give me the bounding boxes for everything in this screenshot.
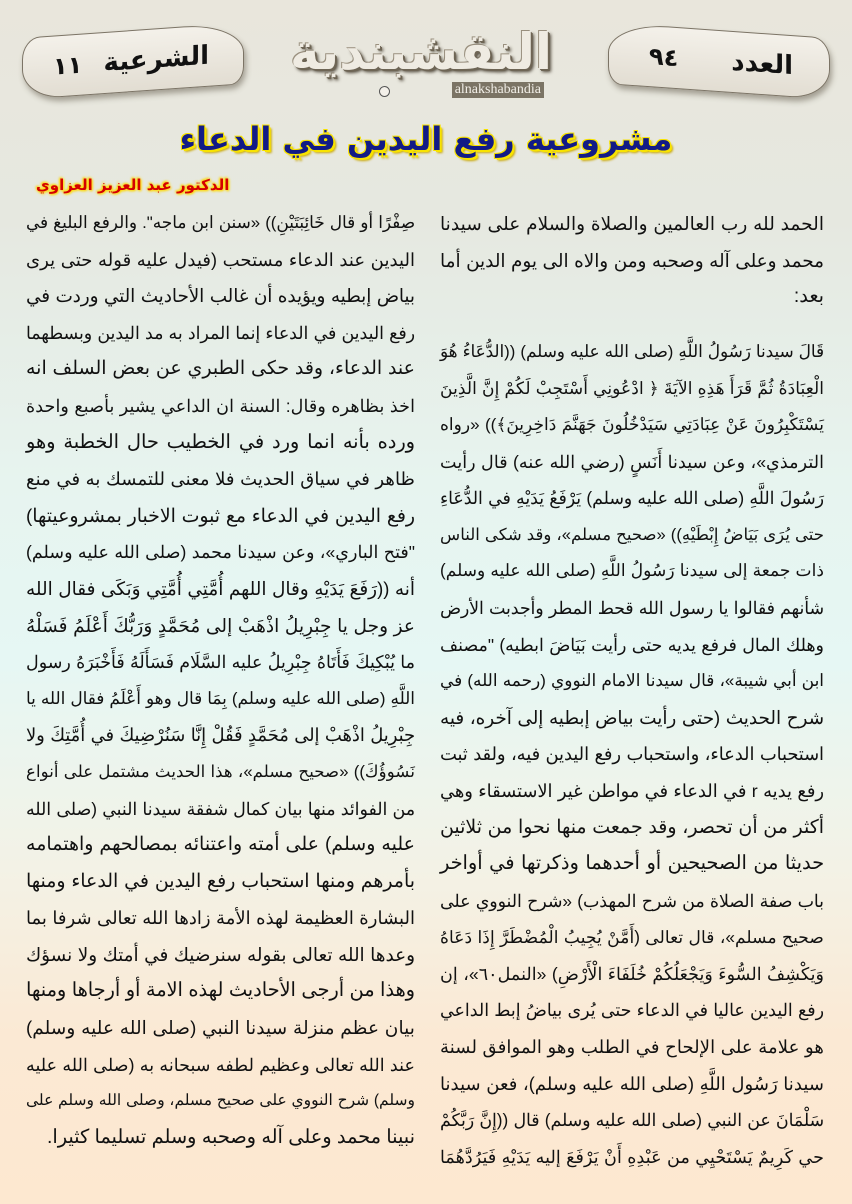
header-banner-issue: [608, 22, 830, 100]
text-line: عز وجل يا جِبْرِيلُ اذْهَبْ إلى مُحَمَّدٍ وَرَبُّكَ أَعْلَمُ فَسَلْهُ: [26, 614, 415, 636]
text-line: نَسُوؤُكَ)) «صحيح مسلم»، هذا الحديث مشتمل على أنواع: [26, 761, 415, 781]
text-line: رفع اليدين عاليا في الدعاء حتى يُرى بياضُ إبط الداعي: [440, 1000, 824, 1021]
text-line: اخذ بظاهره وقال: السنة ان الداعي يشير بأصبع واحدة: [26, 395, 415, 416]
text-line: قَالَ سيدنا رَسُولُ اللَّهِ (صلى الله عليه وسلم) ((الدُّعَاءُ هُوَ: [440, 341, 824, 361]
text-line: ابن أبي شيبة»، قال سيدنا الامام النووي (رحمه الله) في: [440, 671, 824, 691]
text-line: رفع يديه r في الدعاء في مواطن غير الاستسقاء وهي: [440, 780, 824, 801]
text-line: بياض إبطيه ويؤيده أن غالب الأحاديث التي وردت في: [26, 285, 415, 307]
page-number: ١١: [53, 50, 83, 81]
text-line: عليه وسلم) على أمته واعتنائه بمصالحهم واهتمامه: [26, 834, 415, 856]
logo-arabic: النقشبندية: [290, 23, 552, 81]
text-line: أكثر من أن تحصر، وقد جمعت منها نحوا من ثلاثين: [440, 816, 824, 838]
text-line: ورده بأنه انما ورد في الخطيب حال الخطبة وهو: [26, 431, 415, 453]
text-line: رَسُولَ اللَّهِ (صلى الله عليه وسلم) يَرْفَعُ يَدَيْهِ في الدُّعَاءِ: [440, 488, 824, 509]
text-line: الترمذي»، وعن سيدنا أَنَسٍ (رضي الله عنه) قال رأيت: [440, 451, 824, 472]
text-line: محمد وعلى آله وصحبه ومن والاه الى يوم الدين أما: [440, 249, 824, 271]
text-line: عند الدعاء، وقد حكى الطبري عن بعض السلف انه: [26, 358, 415, 380]
text-line: هو علامة على الإلحاح في الطلب وهو الموافق لسنة: [440, 1037, 824, 1058]
article-column-right: [440, 206, 824, 1175]
text-line: من الفوائد منها بيان كمال شفقة سيدنا النبي (صلى الله: [26, 798, 415, 819]
text-line: بأمرهم ومنها استحباب رفع اليدين في الدعاء ومنها: [26, 870, 415, 892]
text-line: جِبْرِيلُ اذْهَبْ إلى مُحَمَّدٍ فَقُلْ إِنَّا سَنُرْضِيكَ في أُمَّتِكَ ولا: [26, 725, 415, 746]
text-line: استحباب الدعاء، واستحباب رفع اليدين فيه، ولقد ثبت: [440, 744, 824, 765]
text-line: وهذا من أرجى الأحاديث لهذه الامة أو أرجاها ومنها: [26, 980, 415, 1002]
text-line: يَسْتَكْبِرُونَ عَنْ عِبَادَتِي سَيَدْخُلُونَ جَهَنَّمَ دَاخِرِينَ﴾)) «رواه: [440, 414, 824, 434]
text-line: وعدها الله تعالى بقوله سنرضيك في أمتك ولا نسؤك: [26, 943, 415, 965]
logo-dot-icon: [379, 86, 390, 97]
text-line: البشارة العظيمة لهذه الأمة زادها الله تعالى شرفا بما: [26, 908, 415, 929]
text-line: الحمد لله رب العالمين والصلاة والسلام على سيدنا: [440, 213, 824, 234]
text-line: ما يُبْكِيكَ فَأَتَاهُ جِبْرِيلُ عليه السَّلَام فَسَأَلَهُ فَأَخْبَرَهُ رسول: [26, 652, 415, 673]
issue-label: العدد: [731, 46, 793, 82]
text-line: وهلك المال فرفع يديه حتى رأيت بَيَاضَ ابطيه) "مصنف: [440, 634, 824, 655]
text-line: بيان عظم منزلة سيدنا النبي (صلى الله عليه وسلم): [26, 1017, 415, 1039]
text-line: حتى يُرَى بَيَاضُ إِبْطَيْهِ)) «صحيح مسلم»، وقد شكى الناس: [440, 524, 824, 544]
article-column-left: [26, 205, 415, 1156]
intro-paragraph: [440, 206, 824, 316]
text-line: رفع اليدين في الدعاء إنما المراد به مد اليدين وبسطهما: [26, 322, 415, 343]
issue-number: ٩٤: [649, 42, 679, 73]
text-line: صحيح مسلم»، قال تعالى (أَمَّنْ يُجِيبُ الْمُضْطَرَّ إِذَا دَعَاهُ: [440, 927, 824, 948]
text-line: اللَّهِ (صلى الله عليه وسلم) بِمَا قال وهو أَعْلَمُ فقال الله يا: [26, 688, 415, 708]
header-banner-section: [22, 22, 244, 100]
section-name: الشرعية: [103, 40, 209, 79]
magazine-logo: [290, 22, 552, 102]
text-line: ذات جمعة إلى سيدنا رَسُولُ اللَّهِ (صلى الله عليه وسلم): [440, 561, 824, 581]
text-line: صِفْرًا أو قال خَائِبَتَيْنِ)) «سنن ابن ماجه". والرفع البليغ في: [26, 213, 415, 232]
text-line: حي كَرِيمٌ يَسْتَحْيِي من عَبْدِهِ أَنْ يَرْفَعَ إليه يَدَيْهِ فَيَرُدَّهُمَا: [440, 1146, 824, 1167]
text-line: باب صفة الصلاة من شرح المهذب) «شرح النووي على: [440, 890, 824, 911]
text-line: اليدين عند الدعاء مستحب (فيدل عليه قوله حتى يرى: [26, 249, 415, 270]
text-line: ظاهر في سياق الحديث فلا معنى للتمسك به في منع: [26, 469, 415, 490]
text-line: نبينا محمد وعلى آله وصحبه وسلم تسليما كثيرا.: [46, 1126, 415, 1148]
text-line: حديثا من الصحيحين أو أحدهما وذكرتها في أواخر: [440, 853, 824, 875]
article-title: مشروعية رفع اليدين في الدعاء: [179, 120, 673, 158]
text-line: شأنهم فقالوا يا رسول الله قحط المطر وأجدبت الأرض: [440, 597, 824, 618]
text-line: شرح الحديث (حتى رأيت بياض إبطيه إلى آخره، فيه: [440, 706, 824, 728]
text-line: سيدنا رَسُول اللَّهِ (صلى الله عليه وسلم)، فعن سيدنا: [440, 1073, 824, 1094]
text-line: وسلم) شرح النووي على صحيح مسلم، وصلى الله وسلم على: [26, 1092, 415, 1110]
text-line: عند الله تعالى وعظيم لطفه سبحانه به (صلى الله عليه: [26, 1054, 415, 1075]
logo-latin: alnakshabandia: [452, 82, 544, 98]
text-line: بعد:: [793, 286, 824, 308]
text-line: وَيَكْشِفُ السُّوءَ وَيَجْعَلُكُمْ خُلَفَاءَ الْأَرْضِ) «النمل٦٠»، إن: [440, 963, 824, 984]
text-line: الْعِبَادَةُ ثُمَّ قَرَأَ هَذِهِ الآيَةَ ﴿ ادْعُونِي أَسْتَجِبْ لَكُمْ إِنَّ الَّذِينَ: [440, 378, 824, 399]
text-line: أنه ((رَفَعَ يَدَيْهِ وقال اللهم أُمَّتِي أُمَّتِي وَبَكَى فقال الله: [26, 577, 415, 599]
text-line: رفع اليدين في الدعاء مع ثبوت الاخبار بمشروعيتها): [26, 504, 415, 526]
body-paragraph: [440, 334, 824, 1176]
paragraph-gap: [440, 316, 824, 334]
text-line: "فتح الباري»، وعن سيدنا محمد (صلى الله عليه وسلم): [26, 542, 415, 563]
text-line: سَلْمَانَ عن النبي (صلى الله عليه وسلم) قال ((إِنَّ رَبَّكُمْ: [440, 1110, 824, 1131]
article-author: الدكتور عبد العزيز العزاوي: [36, 176, 230, 194]
